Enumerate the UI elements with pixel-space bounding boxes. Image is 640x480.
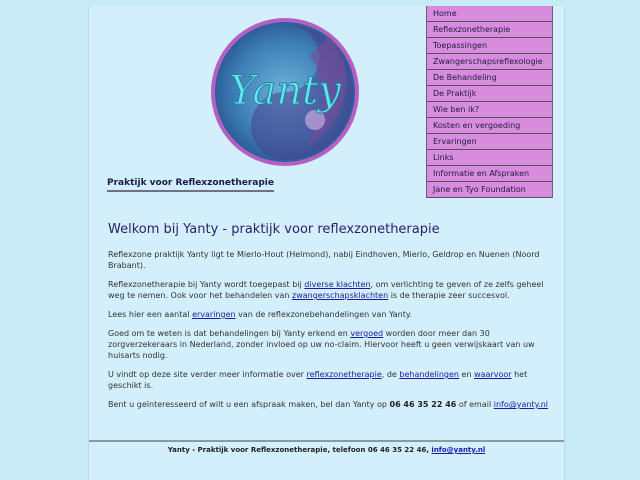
text: worden door meer dan 30 zorgverzekeraars in Nederland, zonder invloed op uw no-claim. Hiervoor heeft u geen verwijskaart van uw huisarts nodig.: [108, 329, 535, 360]
text: of email: [456, 400, 494, 409]
nav-item-wie-ben-ik[interactable]: Wie ben ik?: [427, 102, 552, 118]
text: U vindt op deze site verder meer informatie over: [108, 370, 307, 379]
nav-item-ervaringen[interactable]: Ervaringen: [427, 134, 552, 150]
yanty-logo: [209, 16, 361, 168]
nav-item-kosten-en-vergoeding[interactable]: Kosten en vergoeding: [427, 118, 552, 134]
main-content: [108, 222, 550, 418]
page-title: Welkom bij Yanty - praktijk voor reflexzonetherapie: [108, 222, 440, 237]
link-behandelingen[interactable]: behandelingen: [399, 370, 460, 379]
nav-item-reflexzonetherapie[interactable]: Reflexzonetherapie: [427, 22, 552, 38]
text: Goed om te weten is dat behandelingen bij Yanty erkend en: [108, 329, 351, 338]
link-diverse-klachten[interactable]: diverse klachten: [304, 280, 371, 289]
paragraph-ervaringen: [108, 309, 550, 320]
text: het geschikt is.: [108, 370, 528, 390]
email-link[interactable]: info@yanty.nl: [493, 400, 549, 409]
phone-number: 06 46 35 22 46: [389, 400, 457, 409]
text: Lees hier een aantal: [108, 310, 193, 319]
nav-item-jane-en-tyo-foundation[interactable]: Jane en Tyo Foundation: [427, 182, 552, 198]
footer-email-link[interactable]: info@yanty.nl: [431, 446, 486, 454]
nav-item-de-praktijk[interactable]: De Praktijk: [427, 86, 552, 102]
text: Reflexzonetherapie bij Yanty wordt toegepast bij: [108, 280, 305, 289]
footer: [89, 440, 564, 454]
paragraph-toepassing: [108, 279, 550, 301]
link-ervaringen[interactable]: ervaringen: [192, 310, 236, 319]
nav-item-informatie-en-afspraken[interactable]: Informatie en Afspraken: [427, 166, 552, 182]
nav-item-de-behandeling[interactable]: De Behandeling: [427, 70, 552, 86]
nav-item-zwangerschapsreflexologie[interactable]: Zwangerschapsreflexologie: [427, 54, 552, 70]
page-container: [88, 6, 565, 480]
footer-text: Yanty - Praktijk voor Reflexzonetherapie, telefoon 06 46 35 22 46,: [167, 446, 432, 454]
nav-item-home[interactable]: Home: [427, 6, 552, 22]
text: , de: [381, 370, 400, 379]
paragraph-vergoeding: [108, 328, 550, 361]
svg-text:Yanty: Yanty: [229, 68, 341, 114]
link-waarvoor[interactable]: waarvoor: [474, 370, 512, 379]
paragraph-contact: [108, 399, 550, 410]
link-zwangerschapsklachten[interactable]: zwangerschapsklachten: [292, 291, 389, 300]
text: is de therapie zeer succesvol.: [388, 291, 510, 300]
text: en: [459, 370, 475, 379]
nav-item-toepassingen[interactable]: Toepassingen: [427, 38, 552, 54]
main-navigation: [426, 6, 553, 198]
intro-paragraph: Reflexzone praktijk Yanty ligt te Mierlo-Hout (Helmond), nabij Eindhoven, Mierlo, Geldrop en Nuenen (Noord Brabant).: [108, 250, 540, 270]
paragraph-meer-informatie: [108, 369, 550, 391]
tagline: Praktijk voor Reflexzonetherapie: [107, 178, 274, 192]
link-reflexzonetherapie[interactable]: reflexzonetherapie: [306, 370, 382, 379]
link-vergoed[interactable]: vergoed: [350, 329, 384, 338]
text: Bent u geïnteresseerd of wilt u een afspraak maken, bel dan Yanty op: [108, 400, 390, 409]
text: van de reflexzonebehandelingen van Yanty.: [235, 310, 413, 319]
nav-item-links[interactable]: Links: [427, 150, 552, 166]
text: , om verlichting te geven of ze zelfs geheel weg te nemen. Ook voor het behandelen van: [108, 280, 544, 300]
